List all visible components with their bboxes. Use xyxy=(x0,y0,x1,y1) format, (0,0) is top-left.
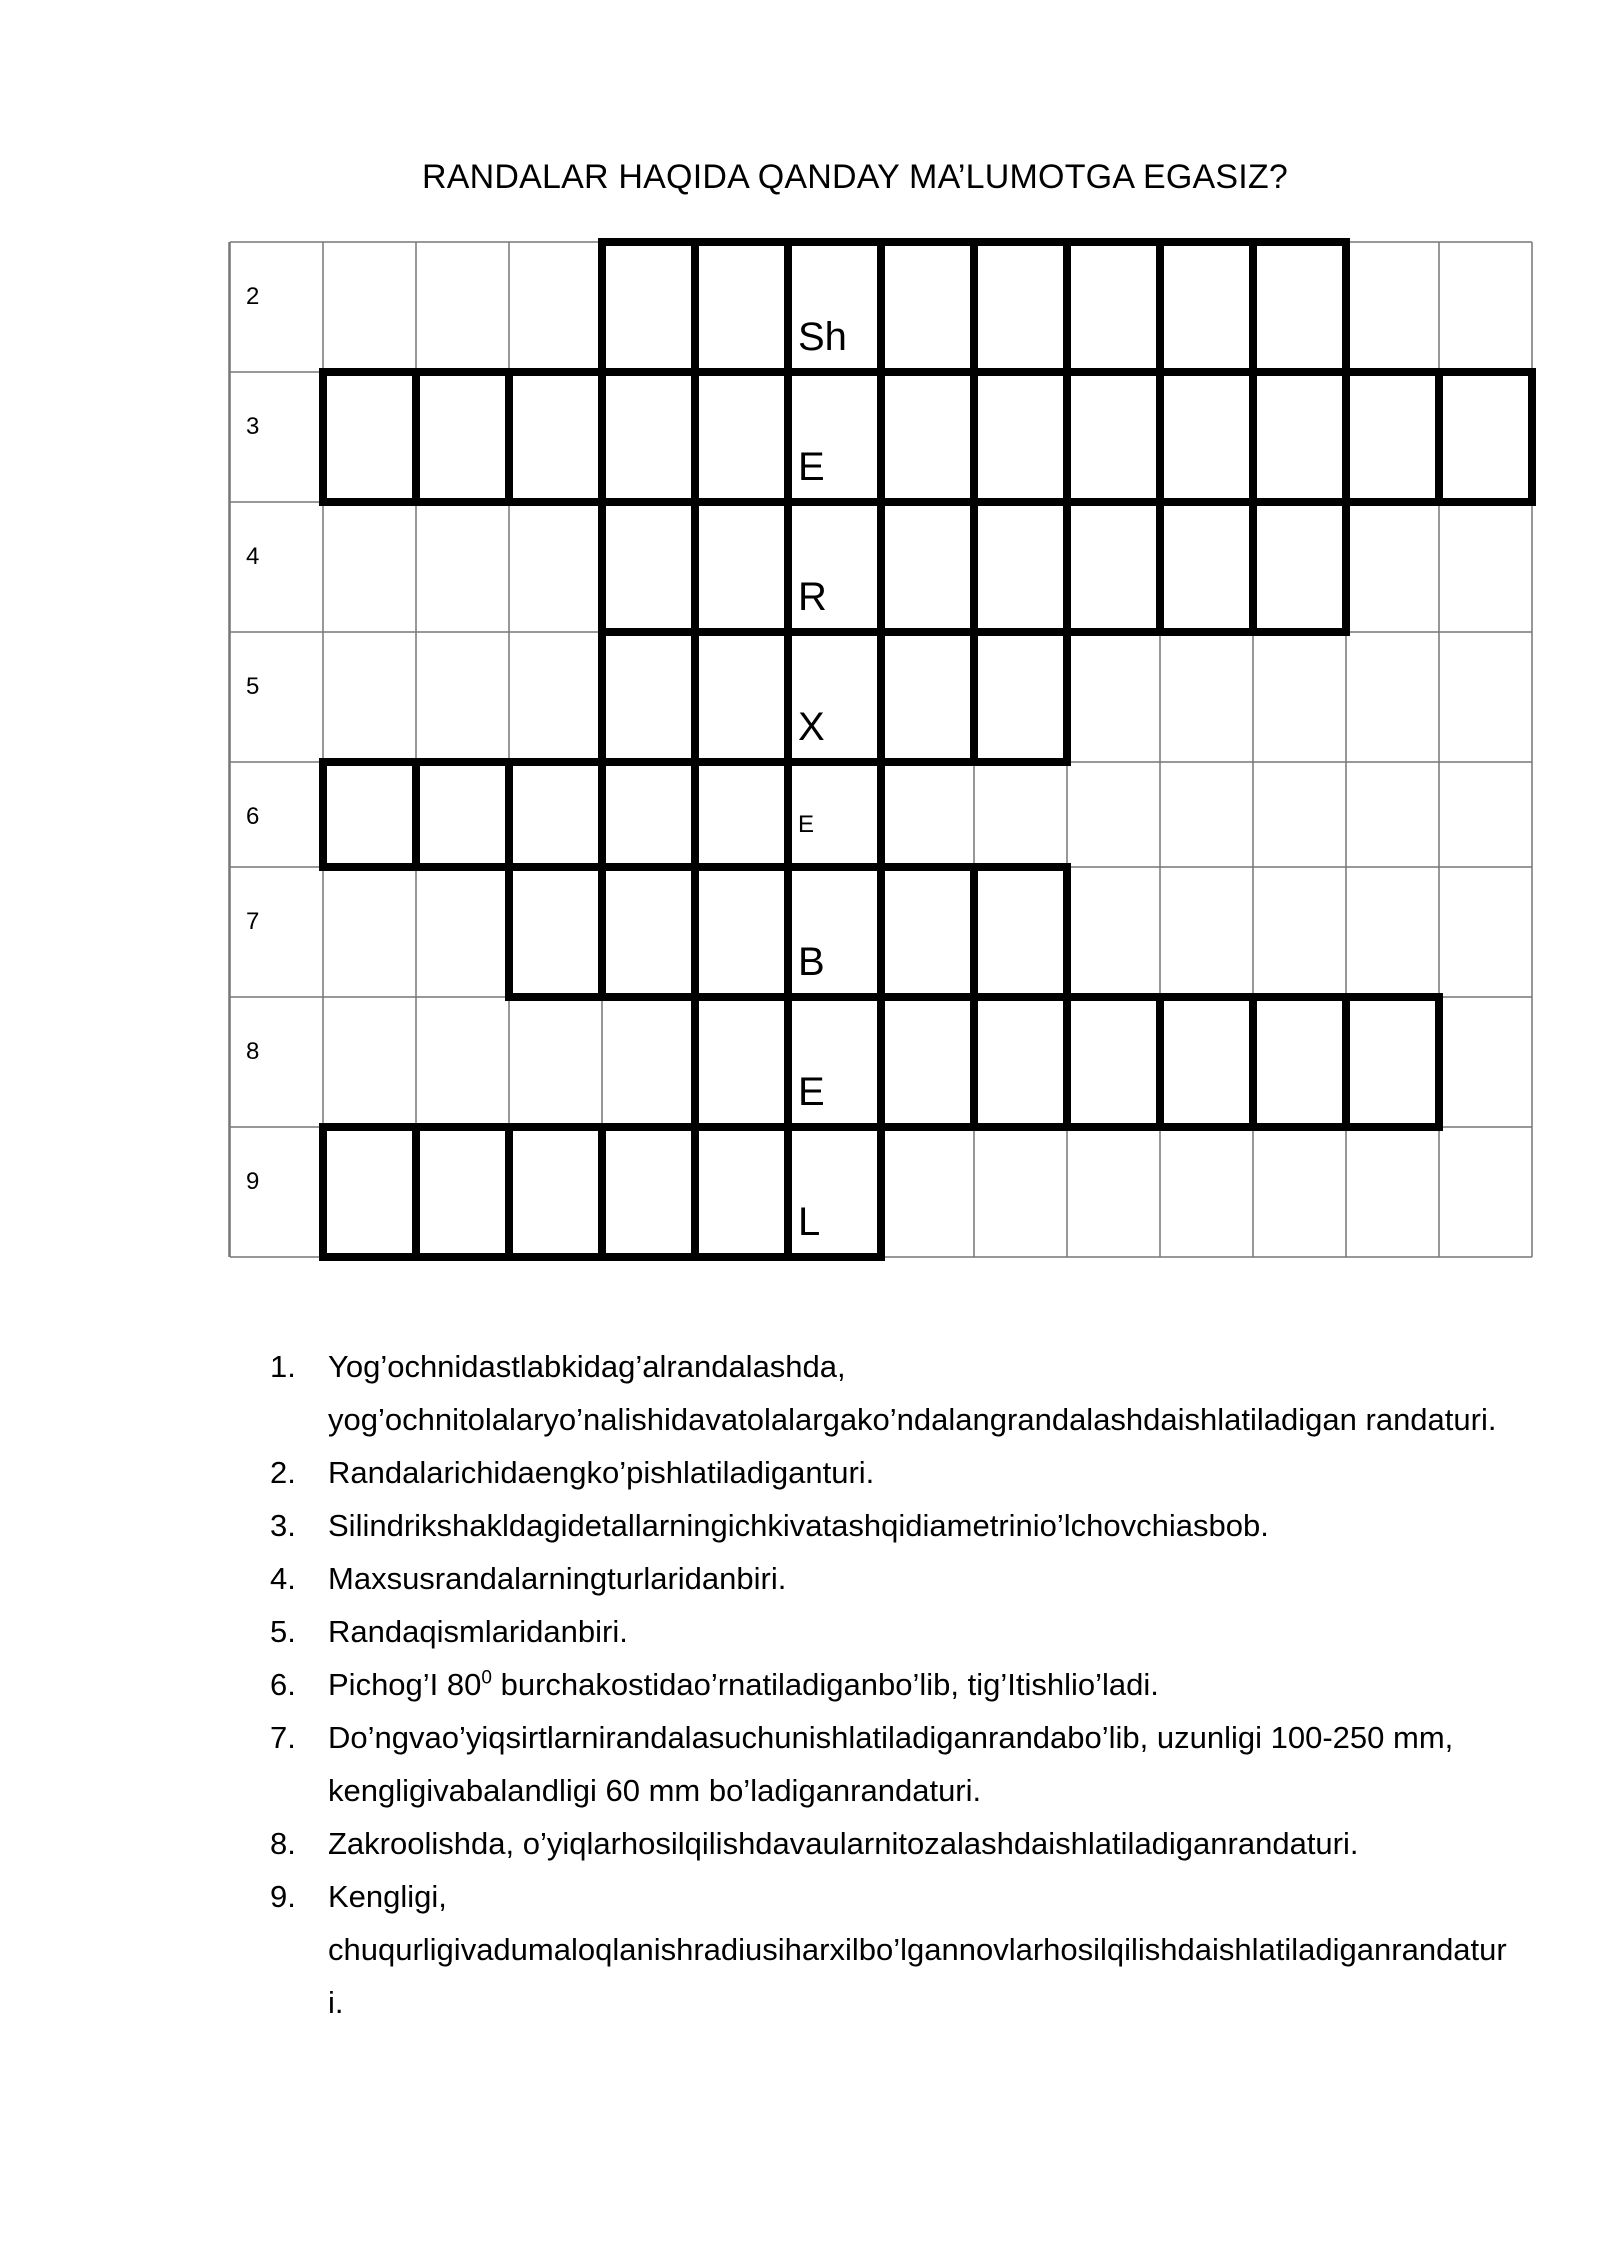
answer-cell[interactable] xyxy=(602,1127,695,1257)
answer-cell[interactable] xyxy=(881,632,974,762)
key-letter: X xyxy=(798,705,825,749)
row-numbers xyxy=(246,283,259,1195)
answer-cell[interactable] xyxy=(1253,372,1346,502)
answer-cell[interactable] xyxy=(602,867,695,997)
clue-item: 5. Randaqismlaridanbiri. xyxy=(270,1614,628,1649)
row-number: 5 xyxy=(246,673,260,700)
clue-item: 8. Zakroolishda, o’yiqlarhosilqilishdavaularnitozalashdaishlatiladiganrandaturi. xyxy=(270,1826,1359,1861)
key-letter: E xyxy=(798,445,825,489)
answer-cell[interactable] xyxy=(695,762,788,867)
answer-cell[interactable] xyxy=(1439,372,1532,502)
key-letter: E xyxy=(798,811,815,838)
answer-cell[interactable] xyxy=(974,502,1067,632)
answer-cell[interactable] xyxy=(695,242,788,372)
row-number: 7 xyxy=(246,908,260,935)
row-number: 8 xyxy=(246,1038,260,1065)
answer-cell[interactable] xyxy=(416,762,509,867)
answer-cell[interactable] xyxy=(974,242,1067,372)
answer-cell[interactable] xyxy=(323,1127,416,1257)
answer-cell[interactable] xyxy=(974,997,1067,1127)
clue-item: 7. Do’ngvao’yiqsirtlarnirandalasuchunishlatiladiganrandabo’lib, uzunligi 100-250 mm, kengligivabalandligi 60 mm bo’ladiganrandaturi. xyxy=(270,1720,1454,1808)
answer-cell[interactable] xyxy=(1067,502,1160,632)
clue-item: 3. Silindrikshakldagidetallarningichkivatashqidiametrinio’lchovchiasbob. xyxy=(270,1508,1269,1543)
answer-cell[interactable] xyxy=(881,867,974,997)
answer-cell[interactable] xyxy=(695,1127,788,1257)
key-letters xyxy=(798,315,847,1244)
answer-cell[interactable] xyxy=(602,762,695,867)
answer-cell[interactable] xyxy=(695,502,788,632)
clue-item: 9. Kengligi, chuqurligivadumaloqlanishradiusiharxilbo’lgannovlarhosilqilishdaishlatiladiganrandaturi. xyxy=(270,1879,1507,2020)
answer-cells xyxy=(323,242,1532,1257)
row-number: 9 xyxy=(246,1168,260,1195)
answer-cell[interactable] xyxy=(695,372,788,502)
answer-cell[interactable] xyxy=(509,867,602,997)
clue-list xyxy=(270,1340,1510,2029)
answer-cell[interactable] xyxy=(602,502,695,632)
clue-item: 4. Maxsusrandalarningturlaridanbiri. xyxy=(270,1561,787,1596)
answer-cell[interactable] xyxy=(602,372,695,502)
answer-cell[interactable] xyxy=(1346,997,1439,1127)
clue-item: 2. Randalarichidaengko’pishlatiladiganturi. xyxy=(270,1455,875,1490)
key-letter: Sh xyxy=(798,315,847,359)
answer-cell[interactable] xyxy=(509,372,602,502)
answer-cell[interactable] xyxy=(1067,242,1160,372)
row-number: 3 xyxy=(246,413,260,440)
answer-cell[interactable] xyxy=(974,632,1067,762)
answer-cell[interactable] xyxy=(1067,372,1160,502)
answer-cell[interactable] xyxy=(323,762,416,867)
answer-cell[interactable] xyxy=(1346,372,1439,502)
answer-cell[interactable] xyxy=(509,1127,602,1257)
answer-cell[interactable] xyxy=(602,632,695,762)
answer-cell[interactable] xyxy=(881,997,974,1127)
answer-cell[interactable] xyxy=(602,242,695,372)
answer-cell[interactable] xyxy=(1253,997,1346,1127)
answer-cell[interactable] xyxy=(416,372,509,502)
answer-cell[interactable] xyxy=(881,502,974,632)
key-letter: E xyxy=(798,1070,825,1114)
answer-cell[interactable] xyxy=(1160,502,1253,632)
key-letter: B xyxy=(798,940,825,984)
answer-cell[interactable] xyxy=(416,1127,509,1257)
answer-cell[interactable] xyxy=(695,632,788,762)
key-letter: R xyxy=(798,575,827,619)
answer-cell[interactable] xyxy=(1067,997,1160,1127)
answer-cell[interactable] xyxy=(1160,372,1253,502)
answer-cell[interactable] xyxy=(881,372,974,502)
answer-cell[interactable] xyxy=(509,762,602,867)
row-number: 6 xyxy=(246,803,260,830)
answer-cell[interactable] xyxy=(1160,997,1253,1127)
answer-cell[interactable] xyxy=(974,867,1067,997)
answer-cell[interactable] xyxy=(974,372,1067,502)
answer-cell[interactable] xyxy=(1253,502,1346,632)
row-number: 2 xyxy=(246,283,260,310)
clue-item: 6. Pichog’I $80^0$ burchakostidao’rnatiladiganbo’lib, tig’Itishlio’ladi. xyxy=(270,1667,1159,1702)
clue-item: 1. Yog’ochnidastlabkidag’alrandalashda, yog’ochnitolalaryo’nalishidavatolalargako’ndalangrandalashdaishlatiladigan randaturi. xyxy=(270,1349,1497,1437)
answer-cell[interactable] xyxy=(881,242,974,372)
page-title: RANDALAR HAQIDA QANDAY MA’LUMOTGA EGASIZ? xyxy=(422,158,1288,196)
answer-cell[interactable] xyxy=(695,997,788,1127)
row-number: 4 xyxy=(246,543,260,570)
answer-cell[interactable] xyxy=(695,867,788,997)
answer-cell[interactable] xyxy=(1253,242,1346,372)
answer-cell[interactable] xyxy=(323,372,416,502)
answer-cell[interactable] xyxy=(1160,242,1253,372)
key-letter: L xyxy=(798,1200,821,1244)
